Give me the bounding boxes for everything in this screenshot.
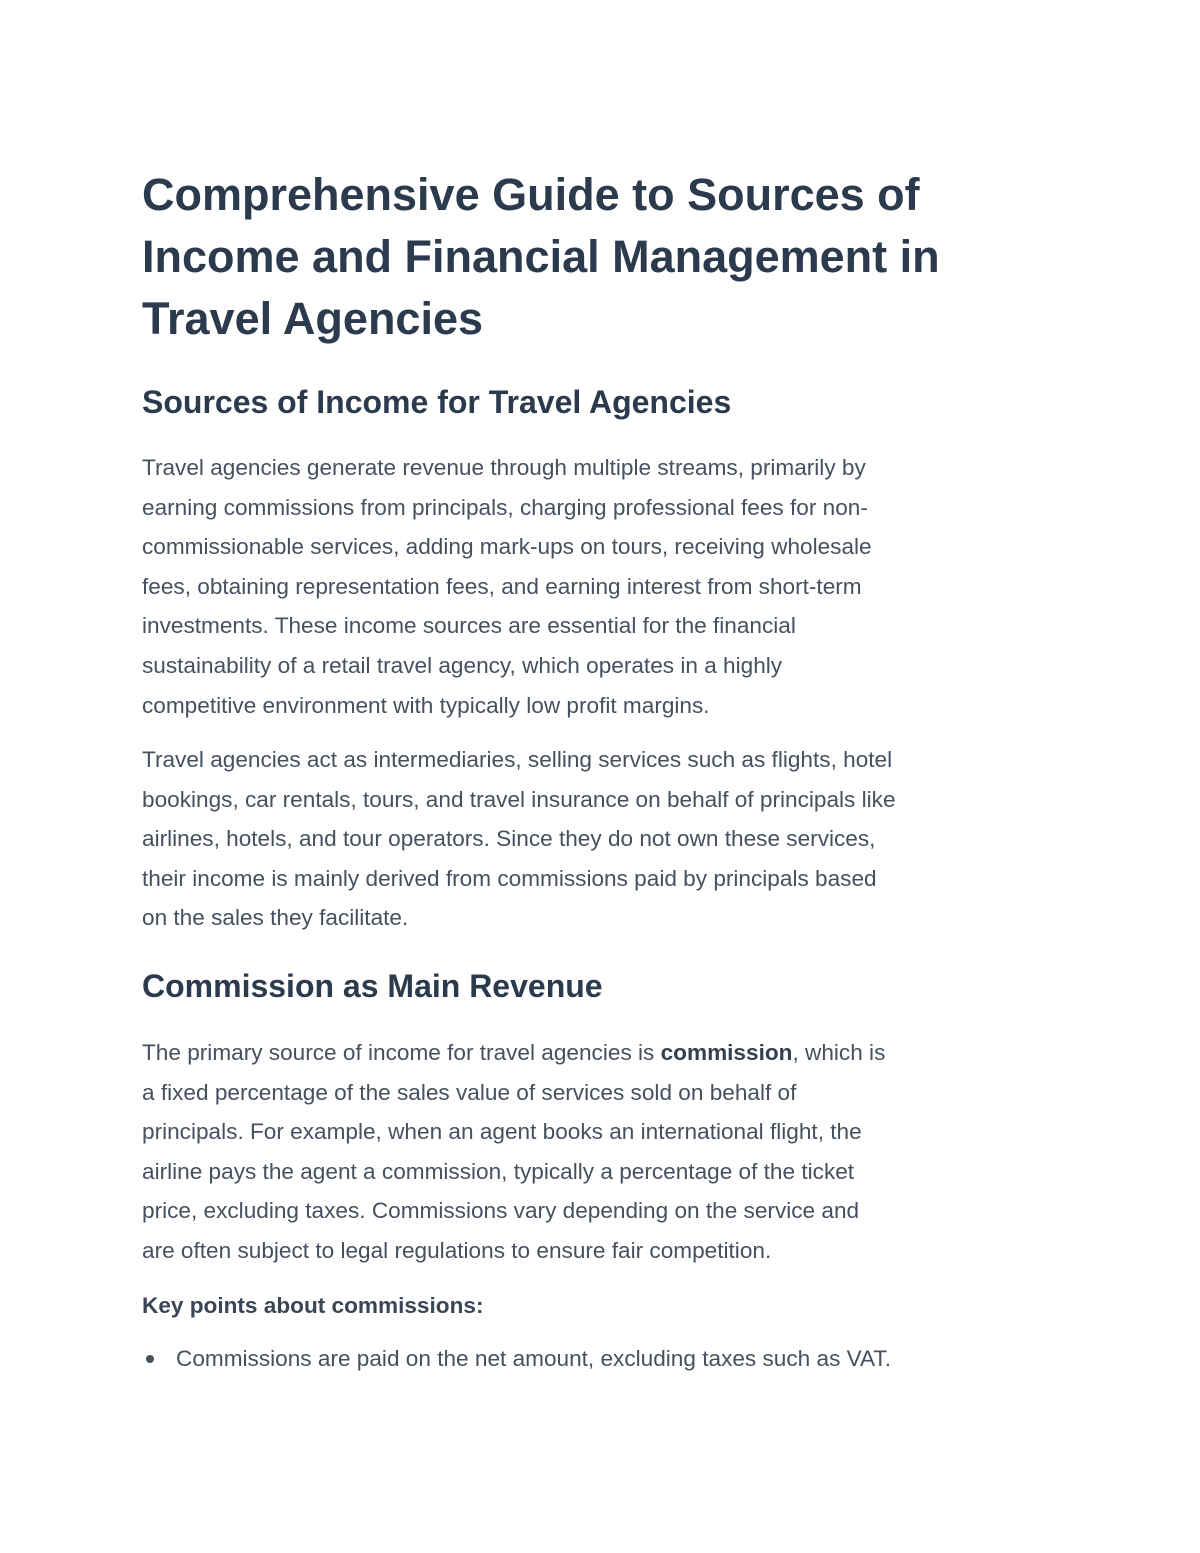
text-line: Travel agencies generate revenue through multiple streams, primarily by [142,455,866,480]
bullet-icon [146,1355,154,1363]
text-line [142,1033,885,1073]
text-line: investments. These income sources are essential for the financial [142,613,796,639]
section-heading-sources: Sources of Income for Travel Agencies [142,384,732,420]
paragraph [142,740,896,938]
text-line: Travel agencies act as intermediaries, selling services such as flights, hotel [142,747,893,772]
bold-term: commission [660,1040,793,1065]
text-line: price, excluding taxes. Commissions vary depending on the service and [142,1198,860,1224]
text-line: fees, obtaining representation fees, and earning interest from short-term [142,573,862,599]
bullet-list-item [146,1339,891,1379]
text-line: on the sales they facilitate. [142,905,409,931]
text-line: are often subject to legal regulations to ensure fair competition. [142,1237,772,1263]
text-line: commissionable services, adding mark-ups on tours, receiving wholesale [142,534,872,560]
page-title [142,164,940,350]
key-points-label: Key points about commissions: [142,1293,484,1318]
paragraph [142,1033,885,1271]
bullet-text: Commissions are paid on the net amount, excluding taxes such as VAT. [176,1346,892,1371]
text-line: competitive environment with typically low profit margins. [142,692,710,718]
text-line: sustainability of a retail travel agency, which operates in a highly [142,652,783,678]
section-heading-commission: Commission as Main Revenue [142,968,603,1004]
paragraph [142,448,872,725]
text-line: earning commissions from principals, charging professional fees for non- [142,494,868,520]
text-line: airline pays the agent a commission, typically a percentage of the ticket [142,1158,855,1184]
title-line: Comprehensive Guide to Sources of [142,169,920,220]
text-line: a fixed percentage of the sales value of services sold on behalf of [142,1079,797,1105]
text: The primary source of income for travel agencies is [142,1040,661,1065]
text-line: airlines, hotels, and tour operators. Since they do not own these services, [142,826,876,852]
text-line: bookings, car rentals, tours, and travel insurance on behalf of principals like [142,786,896,812]
title-line: Income and Financial Management in [142,231,940,282]
text-line: principals. For example, when an agent books an international flight, the [142,1119,862,1145]
text-line: their income is mainly derived from commissions paid by principals based [142,865,877,891]
title-line: Travel Agencies [142,293,484,344]
text: , which is [792,1040,886,1065]
